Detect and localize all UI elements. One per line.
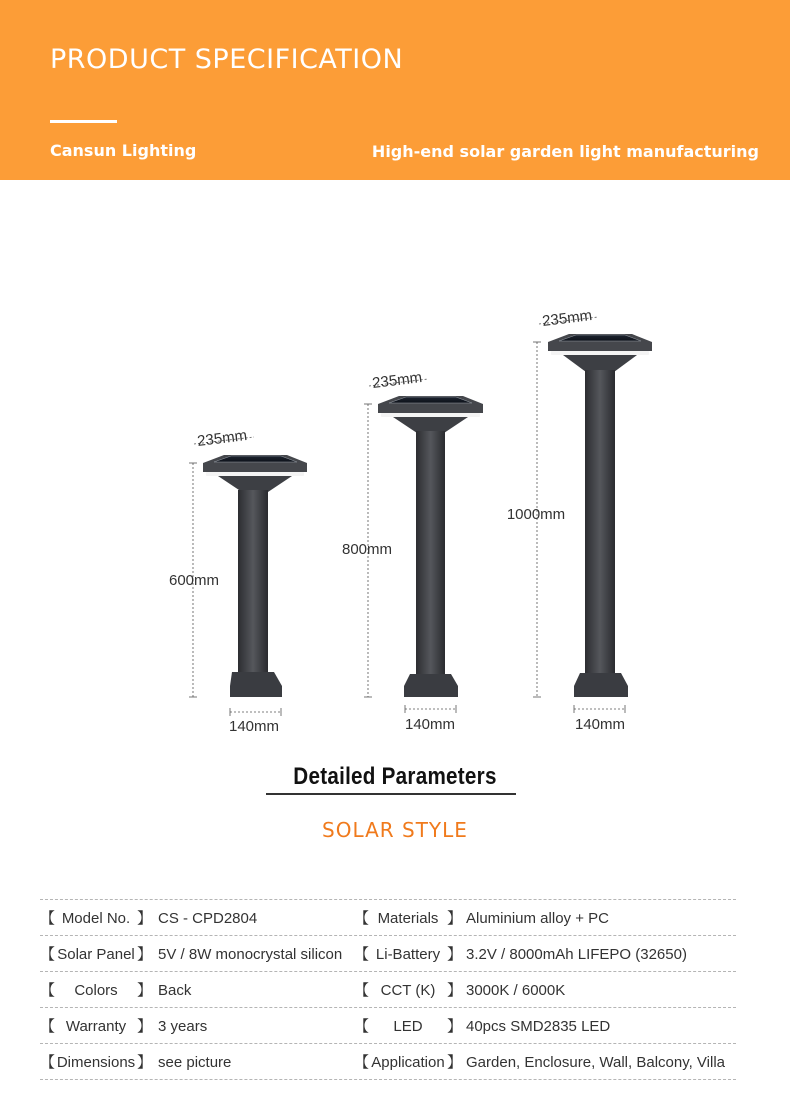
section-title: Detailed Parameters — [293, 763, 497, 790]
param-value: see picture — [158, 1054, 232, 1071]
lamp-base — [404, 674, 458, 697]
banner-divider — [50, 120, 117, 123]
lamp-pole — [416, 431, 445, 674]
table-row: 【 Model No. 】 CS - CPD2804 【 Materials 】 Aluminium alloy + PC — [40, 899, 736, 935]
parameters-table — [40, 899, 736, 1080]
width-label: 235mm — [196, 427, 249, 450]
table-row: 【 Dimensions 】 see picture 【 Application 】 Garden, Enclosure, Wall, Balcony, Villa — [40, 1043, 736, 1080]
width-label: 235mm — [541, 307, 594, 330]
height-label: 800mm — [341, 541, 393, 558]
lamp-base — [230, 672, 282, 697]
param-value: Aluminium alloy + PC — [466, 910, 609, 927]
lamp-pole — [238, 490, 268, 672]
section-subtitle: SOLAR STYLE — [322, 818, 468, 842]
table-row: 【 Warranty 】 3 years 【 LED 】 40pcs SMD2835 LED — [40, 1007, 736, 1043]
param-value: 40pcs SMD2835 LED — [466, 1018, 611, 1035]
lamp-head — [378, 396, 483, 433]
param-value: CS - CPD2804 — [158, 910, 258, 927]
table-row: 【 Colors 】 Back 【 CCT (K) 】 3000K / 6000K — [40, 971, 736, 1007]
height-label: 1000mm — [506, 506, 566, 523]
lamp-base — [574, 673, 628, 697]
lamp-1000 — [507, 307, 652, 733]
param-value: 5V / 8W monocrystal silicon — [158, 946, 343, 963]
lamp-600 — [169, 427, 307, 735]
table-row: 【 Solar Panel 】 5V / 8W monocrystal silicon 【 Li-Battery 】 3.2V / 8000mAh LIFEPO (32650) — [40, 935, 736, 971]
section-underline — [266, 793, 516, 795]
product-dimension-figure — [0, 290, 790, 750]
param-value: Back — [158, 982, 192, 999]
company-name: Cansun Lighting — [50, 141, 197, 160]
base-label: 140mm — [574, 716, 626, 733]
header-banner — [0, 0, 790, 180]
param-value: Garden, Enclosure, Wall, Balcony, Villa — [466, 1054, 726, 1071]
param-value: 3000K / 6000K — [466, 982, 566, 999]
base-label: 140mm — [228, 718, 280, 735]
banner-title: PRODUCT SPECIFICATION — [50, 44, 404, 75]
lamp-pole — [585, 370, 615, 673]
width-label: 235mm — [371, 369, 424, 392]
height-label: 600mm — [168, 572, 220, 589]
param-value: 3.2V / 8000mAh LIFEPO (32650) — [466, 946, 687, 963]
base-label: 140mm — [404, 716, 456, 733]
lamp-head — [548, 334, 652, 372]
param-value: 3 years — [158, 1018, 208, 1035]
lamp-head — [203, 455, 307, 492]
lamp-800 — [342, 369, 483, 733]
company-tagline: High-end solar garden light manufacturing — [371, 142, 759, 161]
